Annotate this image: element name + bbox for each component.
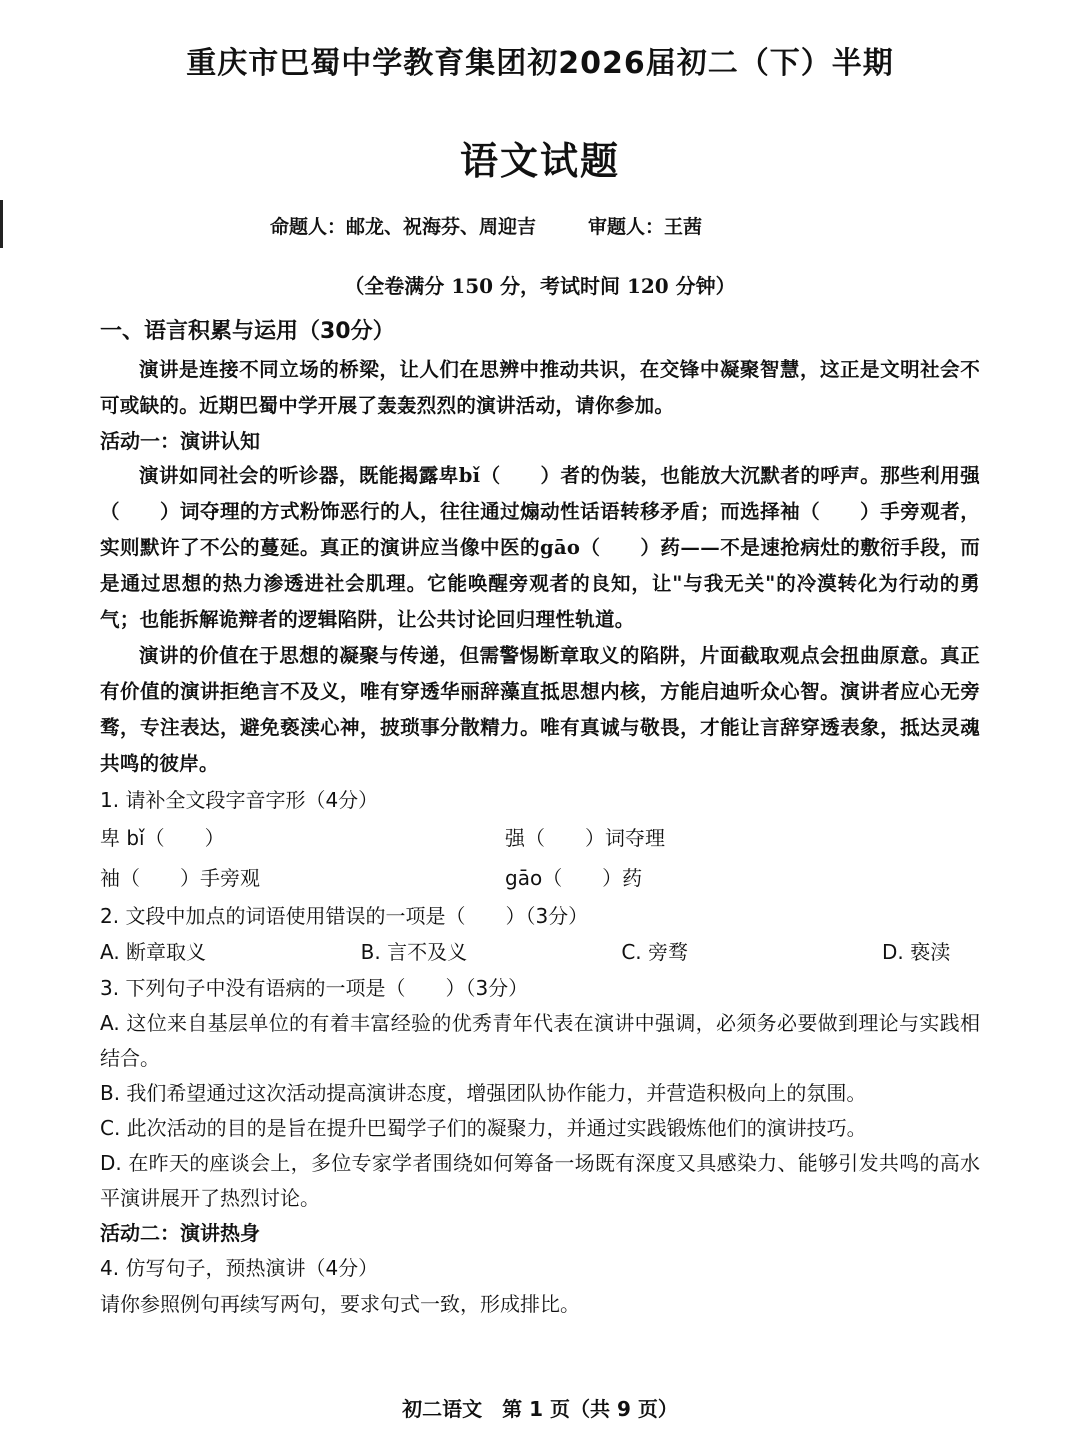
question-4-instruction: 请你参照例句再续写两句，要求句式一致，形成排比。 <box>100 1292 580 1316</box>
section-heading: 一、语言积累与运用（30分） <box>100 319 395 344</box>
question-1-blanks-row-2 <box>100 858 980 898</box>
exam-title: 重庆市巴蜀中学教育集团初2026届初二（下）半期 <box>186 46 894 81</box>
page-footer: 初二语文 第 1 页（共 9 页） <box>402 1397 678 1421</box>
question-1-blanks-row-1 <box>100 818 980 858</box>
blank-item: 袖（ ）手旁观 <box>100 866 260 890</box>
reviewer: 审题人：王茜 <box>588 216 703 238</box>
question-3-stem: 3. 下列句子中没有语病的一项是（ ）（3分） <box>100 976 529 1000</box>
option-b: B. 我们希望通过这次活动提高演讲态度，增强团队协作能力，并营造积极向上的氛围。 <box>100 1081 867 1105</box>
passage-paragraph-2: 演讲的价值在于思想的凝聚与传递，但需警惕断章取义的陷阱，片面截取观点会扭曲原意。真正有价值的演讲拒绝言不及义，唯有穿透华丽辞藻直抵思想内核，方能启迪听众心智。演讲者应心无旁骛，专注表达，避免亵渎心神，披琐事分散精力。唯有真诚与敬畏，才能让言辞穿透表象，抵达灵魂共鸣的彼岸。 <box>100 644 980 775</box>
question-2-options <box>100 934 980 970</box>
setters: 命题人：邮龙、祝海芬、周迎吉 <box>270 216 537 238</box>
authors-line <box>270 212 830 239</box>
option-a: A. 这位来自基层单位的有着丰富经验的优秀青年代表在演讲中强调，必须务必要做到理论与实践相结合。 <box>100 1011 980 1070</box>
blank-item: gāo（ ）药 <box>505 866 643 890</box>
option-c: C. 旁骛 <box>621 940 689 964</box>
option-d: D. 亵渎 <box>882 940 951 964</box>
activity2-heading: 活动二：演讲热身 <box>100 1221 260 1245</box>
question-2-stem: 2. 文段中加点的词语使用错误的一项是（ ）（3分） <box>100 904 589 928</box>
intro-paragraph: 演讲是连接不同立场的桥梁，让人们在思辨中推动共识，在交锋中凝聚智慧，这正是文明社会不可或缺的。近期巴蜀中学开展了轰轰烈烈的演讲活动，请你参加。 <box>100 358 980 417</box>
option-d: D. 在昨天的座谈会上，多位专家学者围绕如何筹备一场既有深度又具感染力、能够引发共鸣的高水平演讲展开了热烈讨论。 <box>100 1151 980 1210</box>
blank-item: 强（ ）词夺理 <box>505 826 665 850</box>
blank-item: 卑 bǐ（ ） <box>100 826 225 850</box>
subject-title: 语文试题 <box>459 139 620 183</box>
question-1-stem: 1. 请补全文段字音字形（4分） <box>100 788 379 812</box>
passage-paragraph-1: 演讲如同社会的听诊器，既能揭露卑bǐ（ ）者的伪装，也能放大沉默者的呼声。那些利用强（ ）词夺理的方式粉饰恶行的人，往往通过煽动性话语转移矛盾；而选择袖（ ）手旁观者，实则默许了不公的蔓延。真正的演讲应当像中医的gāo（ ）药——不是速抢病灶的敷衍手段，而是通过思想的热力渗透进社会肌理。它能唤醒旁观者的良知，让"与我无关"的冷漠转化为行动的勇气；也能拆解诡辩者的逻辑陷阱，让公共讨论回归理性轨道。 <box>100 464 980 631</box>
scan-edge-mark <box>0 200 3 248</box>
question-4-stem: 4. 仿写句子，预热演讲（4分） <box>100 1256 379 1280</box>
exam-content <box>100 312 980 1322</box>
option-b: B. 言不及义 <box>360 940 468 964</box>
option-c: C. 此次活动的目的是旨在提升巴蜀学子们的凝聚力，并通过实践锻炼他们的演讲技巧。 <box>100 1116 867 1140</box>
exam-info: （全卷满分 150 分，考试时间 120 分钟） <box>344 274 736 298</box>
option-a: A. 断章取义 <box>100 940 207 964</box>
activity1-heading: 活动一：演讲认知 <box>100 429 260 453</box>
